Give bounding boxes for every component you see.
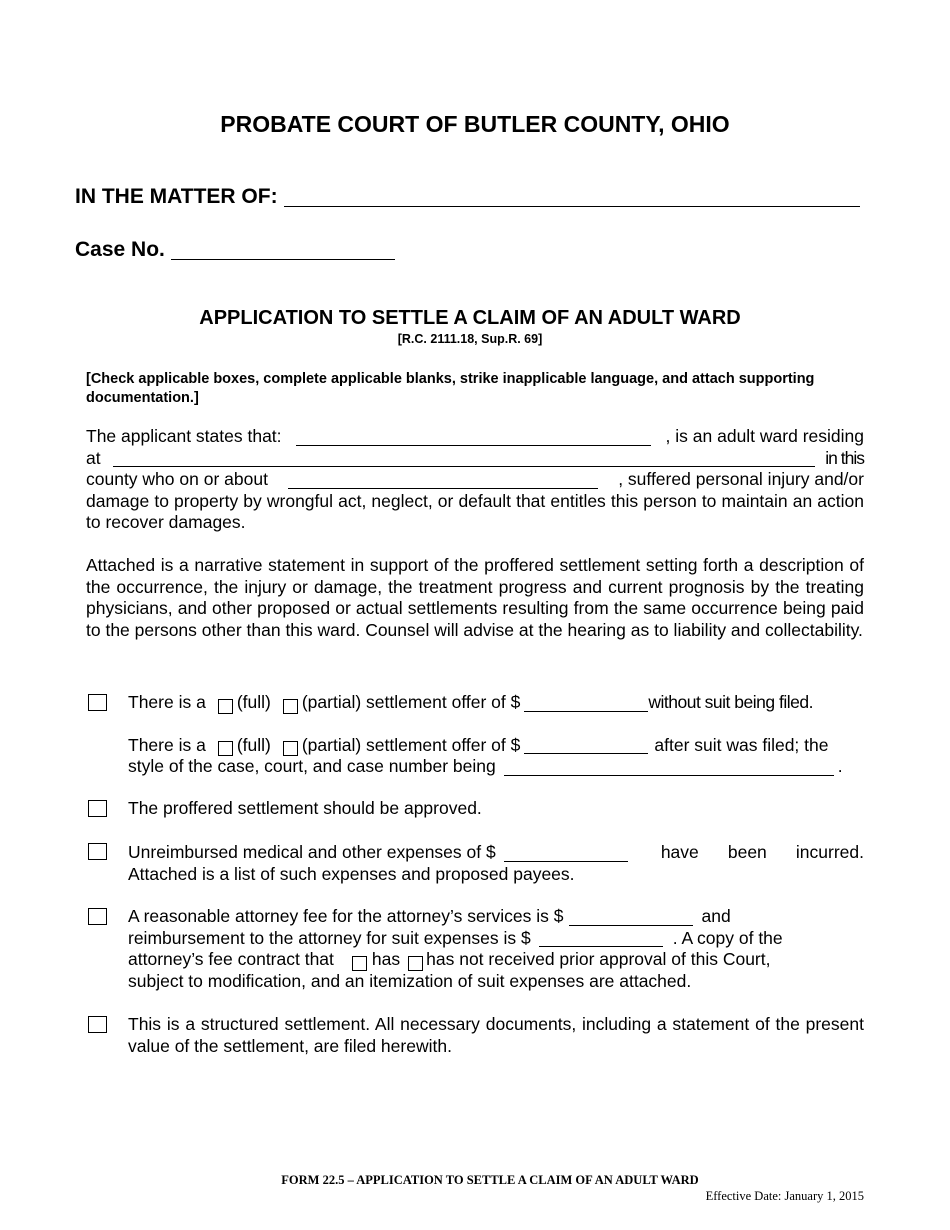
partial-checkbox-2[interactable]	[283, 741, 298, 756]
offer-pre-text: There is a	[128, 692, 206, 712]
suit-expense-blank[interactable]	[539, 929, 663, 947]
medical-line2: Attached is a list of such expenses and proposed payees.	[128, 863, 575, 884]
offer-item	[128, 692, 864, 778]
footer-effective-date: Effective Date: January 1, 2015	[705, 1189, 864, 1203]
has-not-checkbox[interactable]	[408, 956, 423, 971]
at-label: at	[86, 447, 101, 468]
instructions: [Check applicable boxes, complete applicable blanks, strike inapplicable language, and attach supporting documentation.]	[86, 371, 815, 406]
structured-text: This is a structured settlement. All necessary documents, including a statement of the present value of the settlement, are filed herewith.	[128, 1014, 864, 1056]
full-label-2: (full)	[236, 734, 271, 755]
on-or-about-label: county who on or about	[86, 469, 268, 489]
have-text: have	[660, 842, 699, 862]
suit-expense-label: reimbursement to the attorney for suit expenses is $	[128, 927, 531, 948]
has-label: has	[371, 949, 401, 969]
has-checkbox[interactable]	[352, 956, 367, 971]
full-checkbox[interactable]	[218, 699, 233, 714]
offer-checkbox[interactable]	[88, 694, 107, 711]
case-number-field	[75, 238, 395, 262]
attorney-item	[128, 906, 864, 992]
full-label: (full)	[236, 692, 271, 712]
form-title: APPLICATION TO SETTLE A CLAIM OF AN ADULT WARD	[199, 307, 741, 329]
residence-blank[interactable]	[113, 449, 816, 467]
period: .	[837, 756, 843, 776]
medical-checkbox[interactable]	[88, 843, 107, 860]
case-style-blank[interactable]	[504, 758, 834, 776]
approved-text: The proffered settlement should be approved.	[128, 798, 482, 818]
partial-label-2: (partial) settlement offer of $	[301, 734, 521, 755]
case-number-label: Case No.	[75, 238, 165, 261]
date-blank[interactable]	[288, 471, 598, 489]
and-text: and	[701, 906, 731, 926]
damage-text: damage to property by wrongful act, neglect, or default that entitles this person to maintain an action to recover damages.	[86, 490, 864, 532]
form-citation: [R.C. 2111.18, Sup.R. 69]	[397, 332, 543, 346]
matter-blank[interactable]	[284, 186, 860, 207]
offer-amount-blank-2[interactable]	[524, 736, 648, 754]
approved-checkbox[interactable]	[88, 800, 107, 817]
medical-label: Unreimbursed medical and other expenses of $	[128, 842, 496, 862]
full-checkbox-2[interactable]	[218, 741, 233, 756]
ward-name-blank[interactable]	[296, 428, 651, 446]
attorney-checkbox[interactable]	[88, 908, 107, 925]
attorney-fee-label: A reasonable attorney fee for the attorney’s services is $	[128, 906, 564, 926]
without-suit-text: without suit being filed.	[648, 692, 813, 712]
structured-checkbox[interactable]	[88, 1016, 107, 1033]
court-title: PROBATE COURT OF BUTLER COUNTY, OHIO	[220, 111, 730, 137]
style-of-case-label: style of the case, court, and case number being	[128, 756, 496, 776]
footer-form-name: FORM 22.5 – APPLICATION TO SETTLE A CLAIM OF AN ADULT WARD	[281, 1173, 699, 1187]
offer-pre-text-2: There is a	[128, 734, 206, 755]
after-suit-text: after suit was filed; the	[654, 734, 829, 755]
incurred-text: incurred.	[795, 842, 864, 862]
has-not-label: has not received prior approval of this Court,	[426, 949, 771, 969]
medical-item	[128, 842, 864, 885]
adult-ward-text: , is an adult ward residing	[665, 426, 864, 446]
copy-text: . A copy of the	[672, 927, 783, 948]
fee-contract-text: attorney’s fee contract that	[128, 949, 334, 969]
matter-label: IN THE MATTER OF:	[75, 185, 278, 208]
in-this-label: in this	[825, 447, 864, 468]
matter-field	[75, 185, 860, 209]
injury-text: , suffered personal injury and/or	[618, 469, 864, 489]
narrative-paragraph: Attached is a narrative statement in support of the proffered settlement setting forth a description of the occurrence, the injury or damage, the treatment progress and current prognosis by the treating physicians, and other proposed or actual settlements resulting from the same occurrence being paid to the persons other than this ward. Counsel will advise at the hearing as to liability and collectability.	[86, 555, 864, 640]
partial-label: (partial) settlement offer of $	[301, 692, 521, 712]
attorney-fee-blank[interactable]	[569, 908, 693, 926]
offer-amount-blank[interactable]	[524, 694, 648, 712]
applicant-statement	[86, 426, 864, 534]
partial-checkbox[interactable]	[283, 699, 298, 714]
applicant-label: The applicant states that:	[86, 426, 282, 446]
medical-amount-blank[interactable]	[504, 844, 628, 862]
itemization-text: subject to modification, and an itemization of suit expenses are attached.	[128, 970, 692, 991]
been-text: been	[727, 842, 767, 862]
case-number-blank[interactable]	[171, 239, 395, 260]
